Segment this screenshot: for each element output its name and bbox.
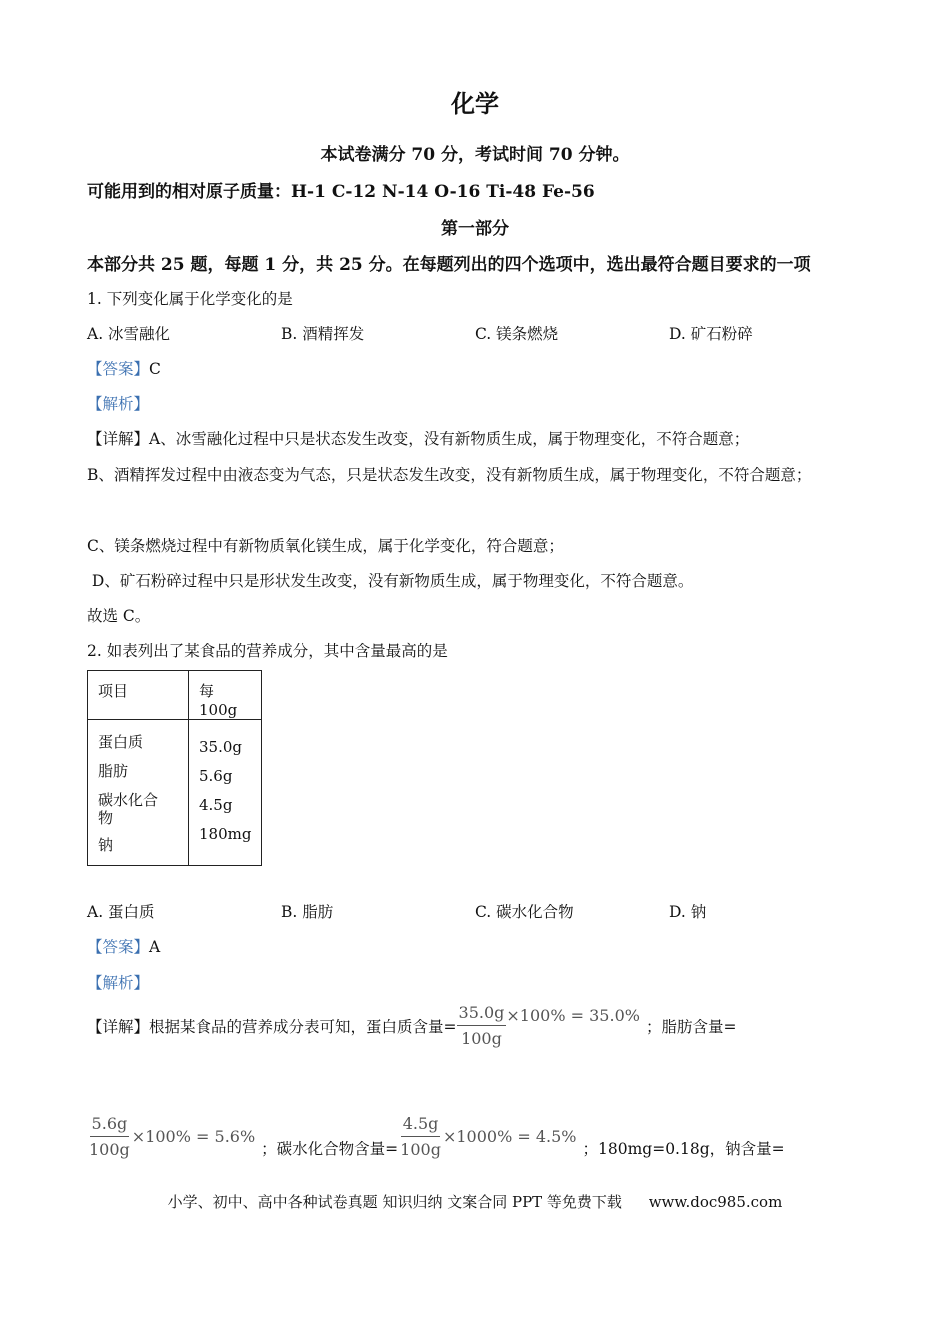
detail-text: ；脂肪含量= xyxy=(645,1017,737,1036)
fat-fraction: $\frac{5.6g}{100g}$ xyxy=(89,1113,130,1159)
q1-option-b: B. 酒精挥发 xyxy=(281,325,365,343)
nutrition-table xyxy=(87,670,262,866)
detail-text: 根据某食品的营养成分表可知，蛋白质含量= xyxy=(149,1017,457,1036)
protein-equation: ×100% = 35.0% xyxy=(506,1006,640,1025)
item-values-cell xyxy=(189,720,262,866)
item-names-cell xyxy=(88,720,189,866)
answer-tag: 【答案】 xyxy=(87,938,150,956)
detail-text: ；180mg=0.18g，钠含量= xyxy=(582,1140,785,1158)
detail-text: A、冰雪融化过程中只是状态发生改变，没有新物质生成，属于物理变化，不符合题意； xyxy=(149,430,750,448)
table-header-row xyxy=(88,671,262,720)
q1-detail-line-3: C、镁条燃烧过程中有新物质氧化镁生成，属于化学变化，符合题意； xyxy=(87,537,564,555)
carbohydrate-fraction: $\frac{4.5g}{100g}$ xyxy=(400,1113,441,1159)
q2-detail-line-2 xyxy=(87,1113,785,1159)
protein-fraction: $\frac{35.0g}{100g}$ xyxy=(458,1003,505,1048)
table-row xyxy=(88,720,262,866)
fat-equation: ×100% = 5.6% xyxy=(131,1126,256,1146)
value-protein: 35.0g xyxy=(199,738,243,756)
q1-option-a: A. 冰雪融化 xyxy=(87,325,171,343)
q1-analysis-tag: 【解析】 xyxy=(87,395,150,413)
page-title: 化学 xyxy=(451,89,499,118)
item-sodium: 钠 xyxy=(98,836,114,854)
q2-detail-line-1 xyxy=(87,1003,736,1048)
q2-option-d: D. 钠 xyxy=(669,903,707,921)
header-cell-item: 项目 xyxy=(88,671,189,720)
q2-option-b: B. 脂肪 xyxy=(281,903,334,921)
page-footer xyxy=(0,1191,950,1212)
q1-answer xyxy=(87,357,161,379)
carbohydrate-equation: ×1000% = 4.5% xyxy=(442,1126,577,1146)
exam-info: 本试卷满分 70 分，考试时间 70 分钟。 xyxy=(320,145,630,165)
detail-tag: 【详解】 xyxy=(87,1017,150,1036)
q1-conclusion: 故选 C。 xyxy=(87,607,151,625)
footer-url[interactable]: www.doc985.com xyxy=(648,1193,783,1211)
q2-option-c: C. 碳水化合物 xyxy=(475,903,574,921)
value-sodium: 180mg xyxy=(199,825,252,843)
q1-detail-line-4: D、矿石粉碎过程中只是形状发生改变，没有新物质生成，属于物理变化，不符合题意。 xyxy=(87,572,694,590)
q1-option-d: D. 矿石粉碎 xyxy=(669,325,753,343)
q1-detail-line-2: B、酒精挥发过程中由液态变为气态，只是状态发生改变，没有新物质生成，属于物理变化，不符合题意； xyxy=(87,466,812,484)
item-fat: 脂肪 xyxy=(98,762,129,780)
q2-answer xyxy=(87,935,160,957)
detail-text: ；碳水化合物含量= xyxy=(261,1140,399,1158)
answer-value: C xyxy=(149,360,161,378)
item-protein: 蛋白质 xyxy=(98,733,144,751)
part-instructions: 本部分共 25 题，每题 1 分，共 25 分。在每题列出的四个选项中，选出最符合题目要求的一项 xyxy=(87,255,811,275)
question-1-stem: 1. 下列变化属于化学变化的是 xyxy=(87,290,293,308)
q1-detail-line-1 xyxy=(87,427,749,449)
atomic-mass-line: 可能用到的相对原子质量：H-1 C-12 N-14 O-16 Ti-48 Fe-56 xyxy=(87,182,595,202)
footer-text: 小学、初中、高中各种试卷真题 知识归纳 文案合同 PPT 等免费下载 xyxy=(167,1193,622,1211)
part-title: 第一部分 xyxy=(441,219,509,239)
answer-tag: 【答案】 xyxy=(87,360,150,378)
value-carbohydrate: 4.5g xyxy=(199,796,233,814)
item-carbohydrate-1: 碳水化合 xyxy=(98,791,159,809)
q2-option-a: A. 蛋白质 xyxy=(87,903,155,921)
value-fat: 5.6g xyxy=(199,767,233,785)
item-carbohydrate-2: 物 xyxy=(98,809,114,827)
q2-analysis-tag: 【解析】 xyxy=(87,974,150,992)
question-2-stem: 2. 如表列出了某食品的营养成分，其中含量最高的是 xyxy=(87,642,448,660)
detail-tag: 【详解】 xyxy=(87,430,150,448)
q1-option-c: C. 镁条燃烧 xyxy=(475,325,559,343)
header-cell-per-100g: 每 100g xyxy=(189,671,262,720)
answer-value: A xyxy=(149,938,161,956)
